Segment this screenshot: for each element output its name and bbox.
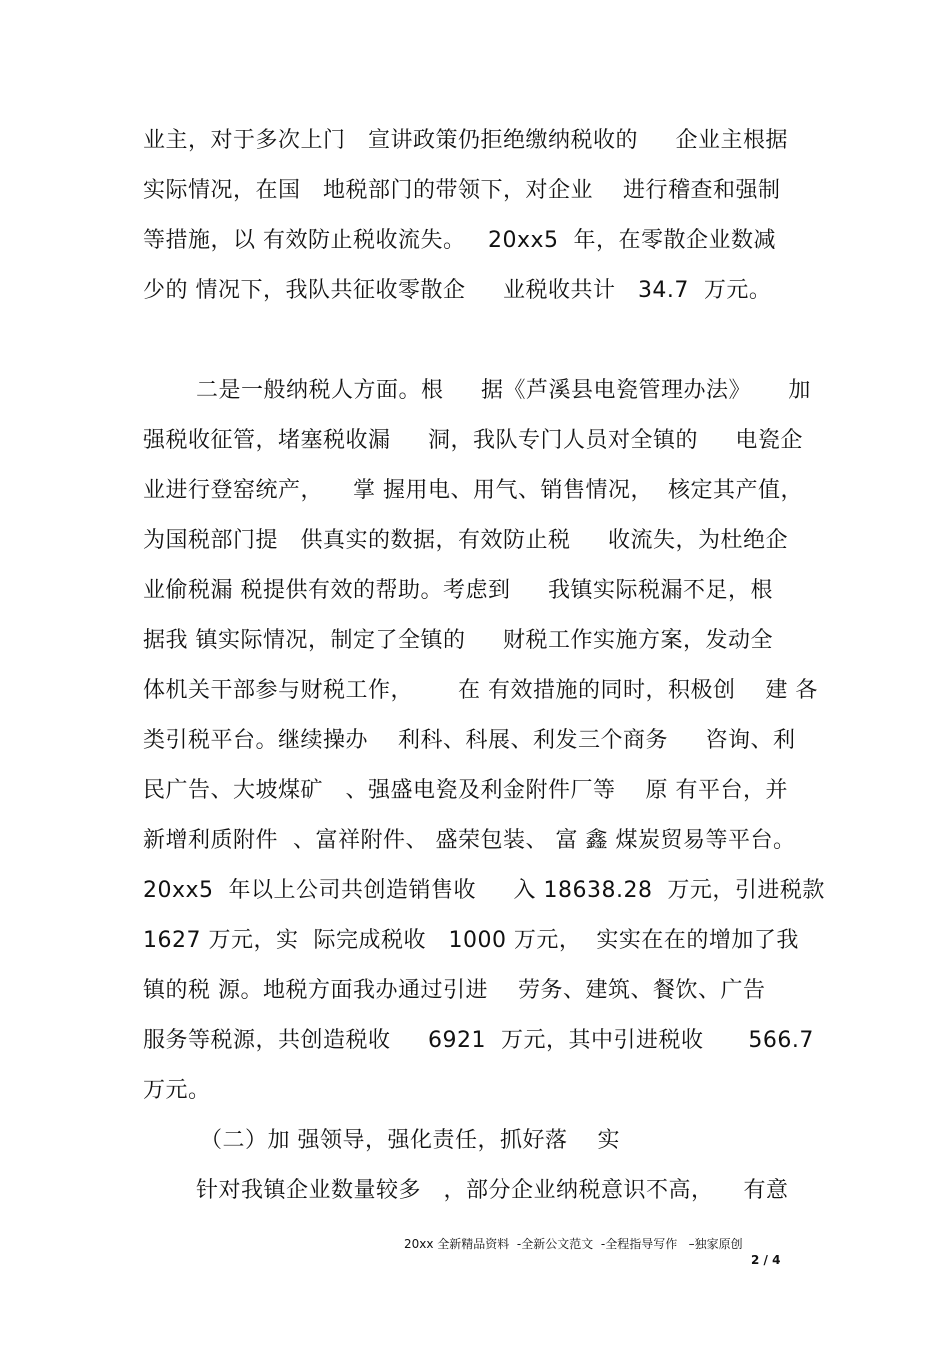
paragraph2-line-12: 1627 万元，实 际完成税收 1000 万元， 实实在在的增加了我 [143,928,799,953]
paragraph2-line-2: 强税收征管，堵塞税收漏 洞，我队专门人员对全镇的 电瓷企 [143,428,803,453]
footer-text: 20xx 全新精品资料 -全新公文范文 -全程指导写作 –独家原创 [404,1237,743,1251]
paragraph2-line-8: 类引税平台。继续操办 利科、科展、利发三个商务 咨询、利 [143,728,796,753]
paragraph2-line-3: 业进行登窑统产， 掌 握用电、用气、销售情况， 核定其产值， [143,478,803,503]
paragraph1-line-2: 实际情况，在国 地税部门的带领下，对企业 进行稽查和强制 [143,178,781,203]
paragraph2-line-4: 为国税部门提 供真实的数据，有效防止税 收流失，为杜绝企 [143,528,788,553]
paragraph1-line-3: 等措施，以 有效防止税收流失。 20xx5 年，在零散企业数减 [143,228,776,253]
paragraph2-line-6: 据我 镇实际情况，制定了全镇的 财税工作实施方案，发动全 [143,628,773,653]
page-number: 2 / 4 [751,1253,781,1267]
paragraph2-line-5: 业偷税漏 税提供有效的帮助。考虑到 我镇实际税漏不足，根 [143,578,773,603]
paragraph1-line-4: 少的 情况下，我队共征收零散企 业税收共计 34.7 万元。 [143,278,772,303]
paragraph1-line-1: 业主，对于多次上门 宣讲政策仍拒绝缴纳税收的 企业主根据 [143,128,788,153]
paragraph3-line-1: 针对我镇企业数量较多 ，部分企业纳税意识不高， 有意 [196,1178,789,1203]
paragraph2-line-13: 镇的税 源。地税方面我办通过引进 劳务、建筑、餐饮、广告 [143,978,766,1003]
paragraph2-line-1: 二是一般纳税人方面。根 据《芦溪县电瓷管理办法》 加 [196,378,811,403]
section-heading: （二）加 强领导，强化责任，抓好落 实 [200,1128,620,1153]
paragraph2-line-7: 体机关干部参与财税工作， 在 有效措施的同时，积极创 建 各 [143,678,818,703]
paragraph2-line-9: 民广告、大坡煤矿 、强盛电瓷及利金附件厂等 原 有平台，并 [143,778,788,803]
paragraph2-line-11: 20xx5 年以上公司共创造销售收 入 18638.28 万元，引进税款 [143,878,825,903]
paragraph2-line-14: 服务等税源，共创造税收 6921 万元，其中引进税收 566.7 [143,1028,814,1053]
paragraph2-line-10: 新增利质附件 、富祥附件、 盛荣包装、 富 鑫 煤炭贸易等平台。 [143,828,796,853]
paragraph2-line-15: 万元。 [143,1078,211,1103]
